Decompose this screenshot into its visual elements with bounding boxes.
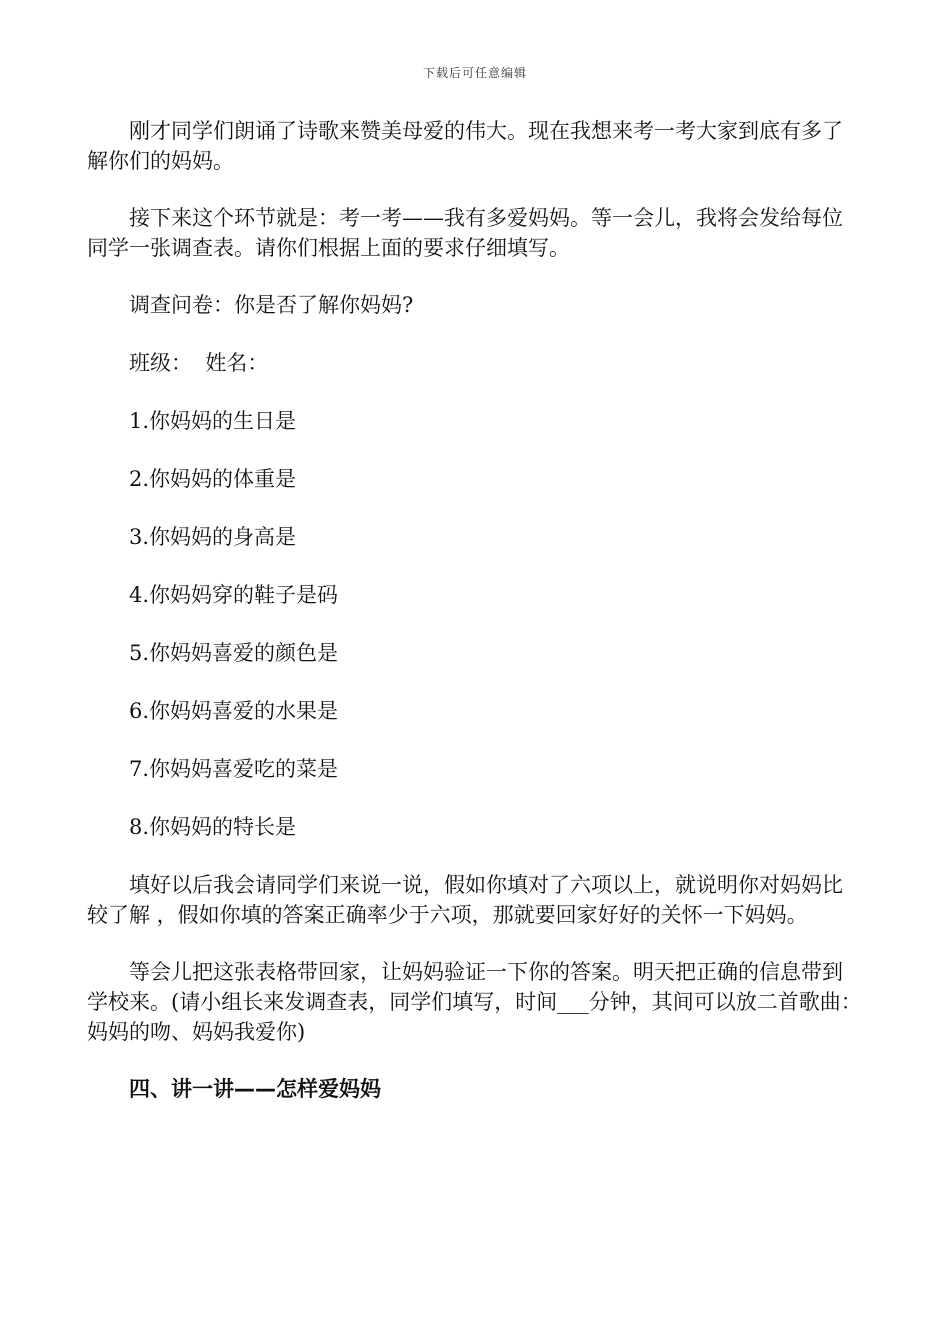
paragraph-take-home: 等会儿把这张表格带回家，让妈妈验证一下你的答案。明天把正确的信息带到学校来。(请小组长来发调查表，同学们填写，时间___分钟，其间可以放二首歌曲：妈妈的吻、妈妈我爱你) [87,960,862,1044]
page-header: 下载后可任意编辑 [422,66,527,80]
section-heading: 四、讲一讲——怎样爱妈妈 [129,1077,381,1101]
class-name-line: 班级： 姓名： [129,351,269,375]
question-item: 5.你妈妈喜爱的颜色是 [129,641,339,665]
question-item: 1.你妈妈的生日是 [129,409,297,433]
paragraph-next: 接下来这个环节就是：考一考——我有多爱妈妈。等一会儿，我将会发给每位同学一张调查表。请你们根据上面的要求仔细填写。 [87,206,843,260]
question-item: 8.你妈妈的特长是 [129,815,297,839]
question-item: 7.你妈妈喜爱吃的菜是 [129,757,339,781]
question-item: 4.你妈妈穿的鞋子是码 [129,583,339,607]
question-item: 3.你妈妈的身高是 [129,525,297,549]
question-item: 6.你妈妈喜爱的水果是 [129,699,339,723]
question-item: 2.你妈妈的体重是 [129,467,297,491]
paragraph-after-fill: 填好以后我会请同学们来说一说，假如你填对了六项以上，就说明你对妈妈比较了解 ，假如你填的答案正确率少于六项，那就要回家好好的关怀一下妈妈。 [87,873,843,927]
document-body [87,116,863,1104]
paragraph-intro: 刚才同学们朗诵了诗歌来赞美母爱的伟大。现在我想来考一考大家到底有多了解你们的妈妈。 [87,119,843,173]
survey-title: 调查问卷：你是否了解你妈妈? [129,293,414,317]
